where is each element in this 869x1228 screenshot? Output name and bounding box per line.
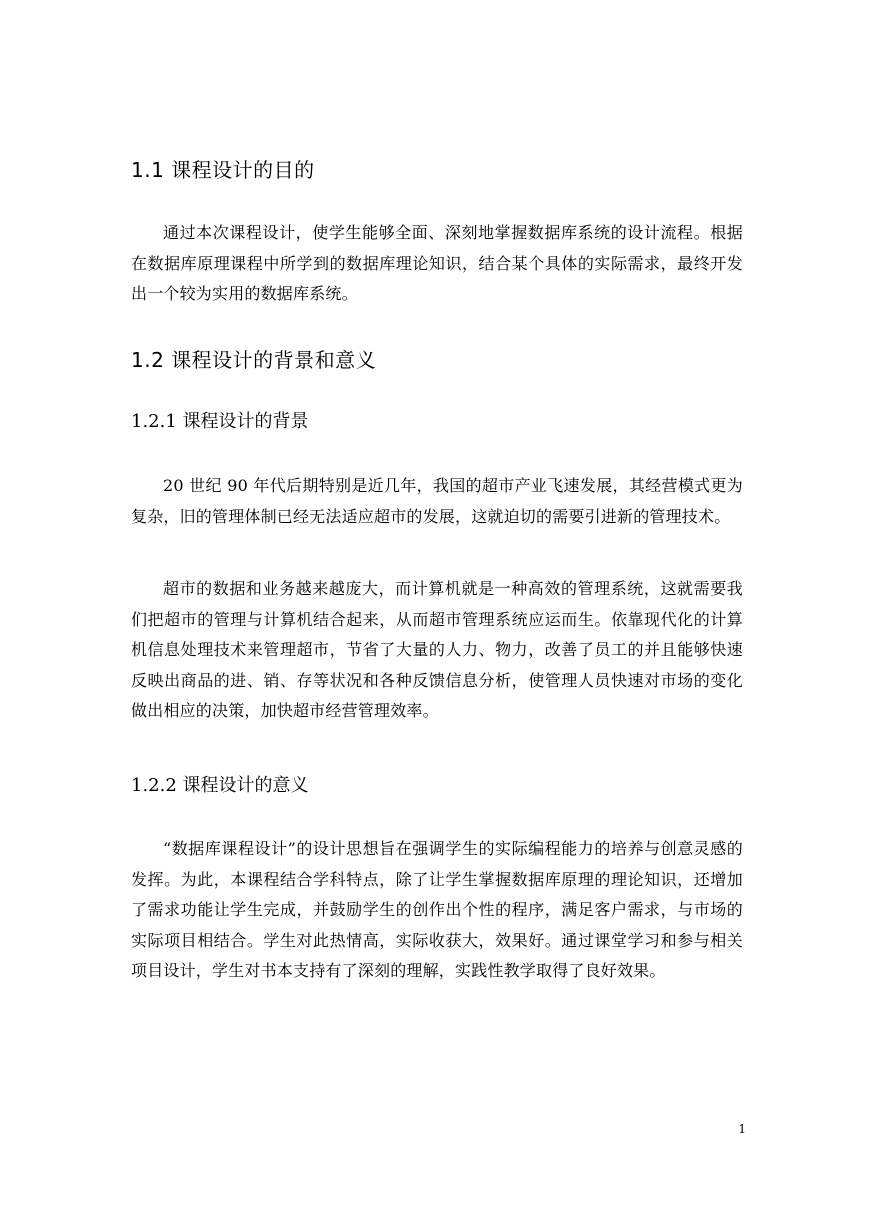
heading-1-2-1: 1.2.1 课程设计的背景: [131, 411, 309, 432]
page-number: 1: [738, 1122, 746, 1136]
heading-1-1: 1.1 课程设计的目的: [131, 158, 315, 182]
paragraph-1-2-1-b: 超市的数据和业务越来越庞大，而计算机就是一种高效的管理系统，这就需要我们把超市的管理与计算机结合起来，从而超市管理系统应运而生。依靠现代化的计算机信息处理技术来管理超市，节省了大量的人力、物力，改善了员工的并且能够快速反映出商品的进、销、存等状况和各种反馈信息分析，使管理人员快速对市场的变化做出相应的决策，加快超市经营管理效率。: [131, 579, 743, 720]
heading-1-2-2: 1.2.2 课程设计的意义: [131, 775, 309, 796]
paragraph-1-1: 通过本次课程设计，使学生能够全面、深刻地掌握数据库系统的设计流程。根据在数据库原理课程中所学到的数据库理论知识，结合某个具体的实际需求，最终开发出一个较为实用的数据库系统。: [131, 223, 743, 303]
paragraph-1-2-1-a: 20 世纪 90 年代后期特别是近几年，我国的超市产业飞速发展，其经营模式更为复杂，旧的管理体制已经无法适应超市的发展，这就迫切的需要引进新的管理技术。: [131, 476, 743, 526]
heading-1-2: 1.2 课程设计的背景和意义: [131, 348, 377, 372]
paragraph-1-2-2: “数据库课程设计”的设计思想旨在强调学生的实际编程能力的培养与创意灵感的发挥。为此，本课程结合学科特点，除了让学生掌握数据库原理的理论知识，还增加了需求功能让学生完成，并鼓励学生的创作出个性的程序，满足客户需求，与市场的实际项目相结合。学生对此热情高，实际收获大，效果好。通过课堂学习和参与相关项目设计，学生对书本支持有了深刻的理解，实践性教学取得了良好效果。: [131, 839, 743, 980]
